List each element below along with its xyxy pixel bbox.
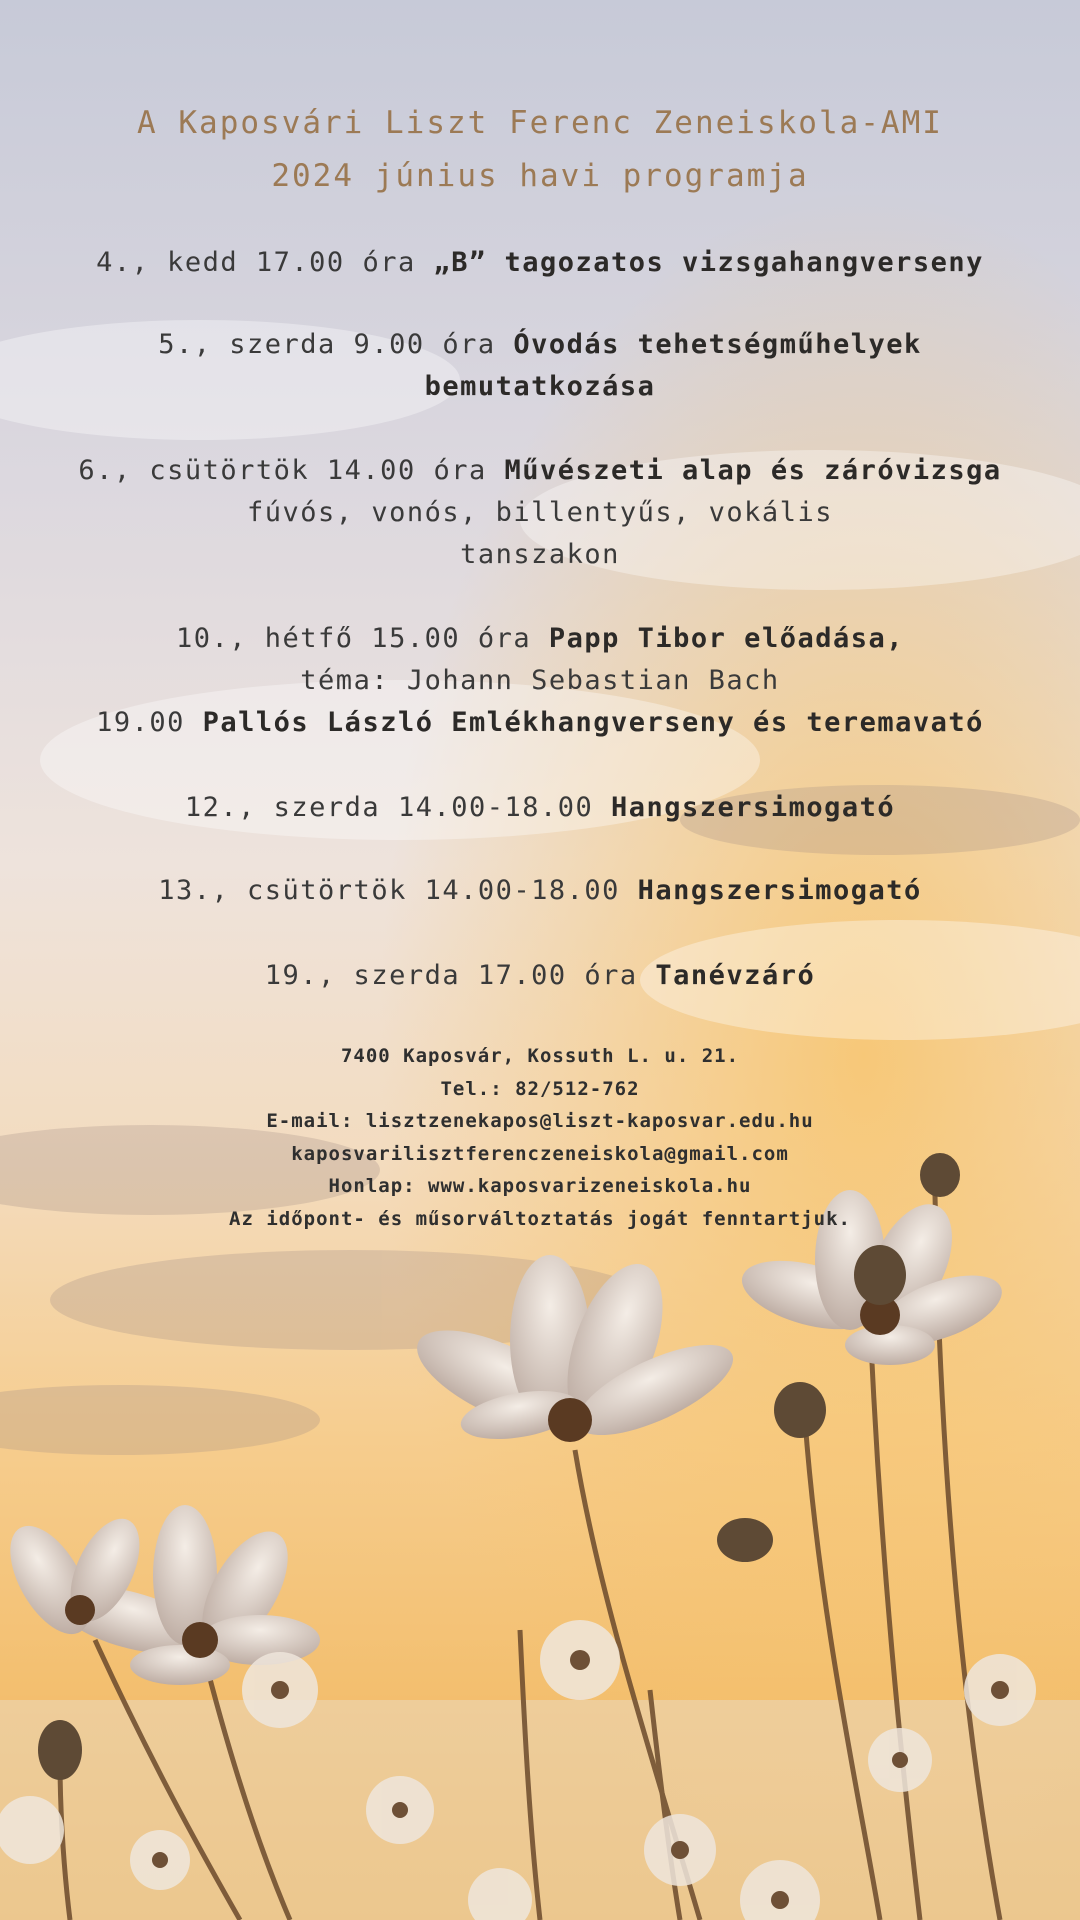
event-june-10 (0, 618, 1080, 744)
event-time: 10., hétfő 15.00 óra (176, 623, 549, 654)
event-time: 12., szerda 14.00-18.00 (184, 792, 612, 823)
event-time-2: 19.00 (96, 707, 203, 738)
event-title: Hangszersimogató (637, 875, 922, 906)
event-time: 5., szerda 9.00 óra (158, 329, 514, 360)
event-detail: fúvós, vonós, billentyűs, vokális (247, 497, 833, 528)
event-time: 13., csütörtök 14.00-18.00 (158, 875, 638, 906)
event-june-13 (0, 870, 1080, 912)
event-title: Hangszersimogató (611, 792, 896, 823)
event-title: „B” tagozatos vizsgahangverseny (433, 247, 984, 278)
event-june-12 (0, 787, 1080, 829)
event-june-19 (0, 955, 1080, 997)
address: 7400 Kaposvár, Kossuth L. u. 21. (340, 1045, 740, 1067)
phone: Tel.: 82/512-762 (440, 1077, 640, 1100)
event-title: Művészeti alap és záróvizsga (504, 455, 1002, 486)
event-title: Papp Tibor előadása, (548, 623, 904, 654)
website: Honlap: www.kaposvarizeneiskola.hu (328, 1175, 752, 1197)
event-time: 4., kedd 17.00 óra (96, 247, 434, 278)
event-june-5 (0, 324, 1080, 408)
event-detail-2: tanszakon (460, 539, 620, 570)
event-time: 6., csütörtök 14.00 óra (78, 455, 505, 486)
event-detail: téma: Johann Sebastian Bach (300, 665, 780, 696)
event-title-cont: bemutatkozása (424, 371, 656, 402)
title-line-1: A Kaposvári Liszt Ferenc Zeneiskola-AMI (137, 105, 943, 141)
disclaimer: Az időpont- és műsorváltoztatás jogát fenntartjuk. (229, 1207, 851, 1230)
title-line-2: 2024 június havi programja (271, 158, 809, 194)
event-june-4 (0, 242, 1080, 284)
event-title-2: Pallós László Emlékhangverseny és teremavató (202, 707, 984, 738)
email-secondary: kaposvarilisztferenczeneiskola@gmail.com (291, 1142, 789, 1165)
event-title: Tanévzáró (655, 960, 816, 991)
event-june-6 (0, 450, 1080, 576)
email-primary: E-mail: lisztzenekapos@liszt-kaposvar.edu.hu (266, 1110, 814, 1132)
event-title: Óvodás tehetségműhelyek (513, 329, 922, 360)
event-time: 19., szerda 17.00 óra (264, 960, 656, 991)
contact-block (0, 1040, 1080, 1235)
